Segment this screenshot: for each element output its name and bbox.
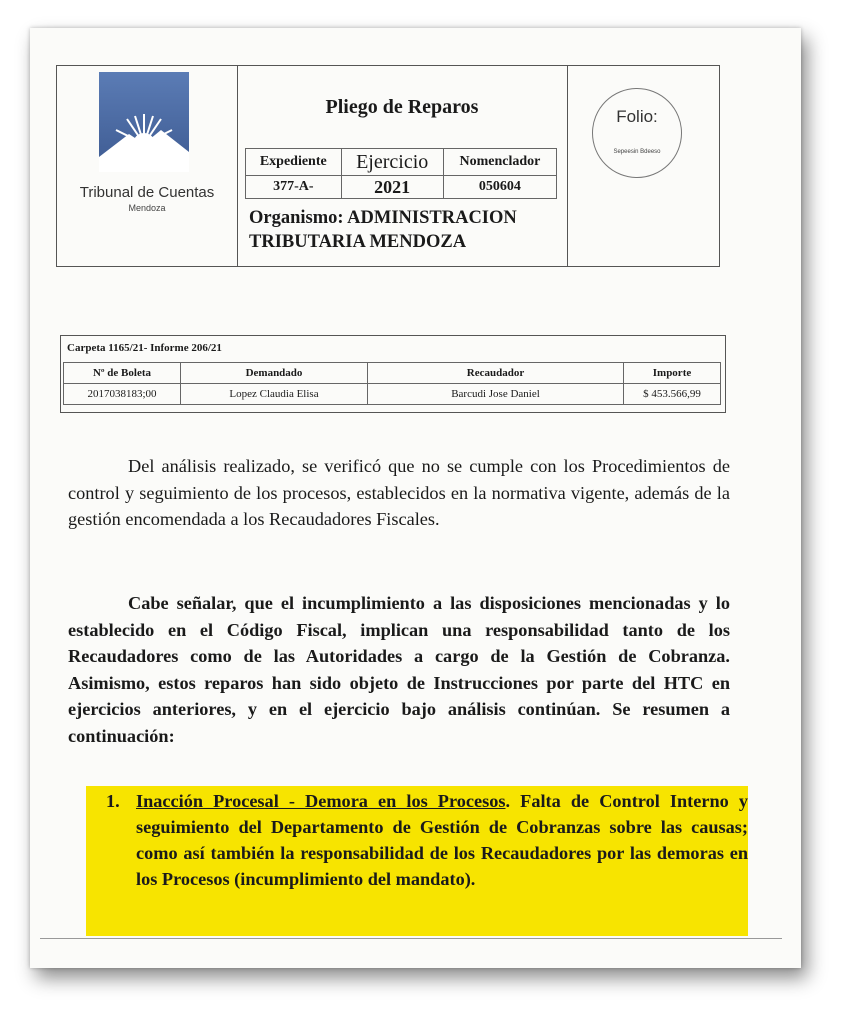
footer-divider <box>40 938 782 939</box>
folio-cell <box>567 66 719 266</box>
nomenclador-label: Nomenclador <box>443 149 556 176</box>
folio-stamp <box>592 88 682 178</box>
table-cell: Lopez Claudia Elisa <box>181 384 368 405</box>
boleta-table <box>63 362 721 405</box>
table-cell: 2017038183;00 <box>64 384 181 405</box>
body-paragraph-2 <box>68 590 730 749</box>
ejercicio-label: Ejercicio <box>341 149 443 176</box>
list-item-title: Inacción Procesal - Demora en los Procesos <box>136 791 506 811</box>
list-item <box>96 788 748 892</box>
paragraph-1-text: Del análisis realizado, se verificó que no se cumple con los Procedimientos de control y seguimiento de los procesos, establecidos en la normativa vigente, además de la gestión encomendada a los Recaudadores Fiscales. <box>68 456 730 529</box>
logo-subtitle: Mendoza <box>128 203 166 213</box>
list-item-number: 1. <box>106 791 120 811</box>
column-header: Demandado <box>181 363 368 384</box>
expediente-label: Expediente <box>246 149 342 176</box>
column-header: Importe <box>624 363 721 384</box>
paragraph-2-text: Cabe señalar, que el incumplimiento a las disposiciones mencionadas y lo establecido en el Código Fiscal, implican una responsabilidad tanto de los Recaudadores como de las Autoridades a cargo de la Gestión de Cobranza. Asimismo, estos reparos han sido objeto de Instrucciones por parte del HTC en ejercicios anteriores, y en el ejercicio bajo análisis continúan. Se resumen a continuación: <box>68 593 730 746</box>
column-header: Nº de Boleta <box>64 363 181 384</box>
organismo-line-2: TRIBUTARIA MENDOZA <box>249 232 467 252</box>
nomenclador-value: 050604 <box>443 176 556 199</box>
logo-title: Tribunal de Cuentas <box>79 184 215 201</box>
header-title-cell <box>237 66 568 266</box>
document-header <box>56 65 720 267</box>
list-item-body <box>96 788 748 892</box>
table-cell: Barcudi Jose Daniel <box>368 384 624 405</box>
expediente-table <box>245 148 557 199</box>
ejercicio-value: 2021 <box>341 176 443 199</box>
expediente-value: 377-A- <box>246 176 342 199</box>
table-header-row <box>64 363 721 384</box>
document-title: Pliego de Reparos <box>325 96 479 118</box>
organismo-label <box>249 206 569 254</box>
list-item-text: . Falta de Control Interno y seguimiento del Departamento de Gestión de Cobranzas sobre las causas; como así también la responsabilidad de los Recaudadores por las demoras en los Procesos (incumplimiento del mandato). <box>136 791 749 889</box>
logo-cell <box>57 66 238 266</box>
organismo-line-1: Organismo: ADMINISTRACION <box>249 208 517 228</box>
body-paragraph-1 <box>68 453 730 533</box>
table-cell: $ 453.566,99 <box>624 384 721 405</box>
table-row <box>64 384 721 405</box>
carpeta-box <box>60 335 726 413</box>
folio-signature: Sepeesin Bdeeso <box>613 149 661 155</box>
folio-label: Folio: <box>616 107 658 126</box>
carpeta-title: Carpeta 1165/21- Informe 206/21 <box>67 342 222 354</box>
tribunal-logo-icon <box>99 72 189 172</box>
column-header: Recaudador <box>368 363 624 384</box>
